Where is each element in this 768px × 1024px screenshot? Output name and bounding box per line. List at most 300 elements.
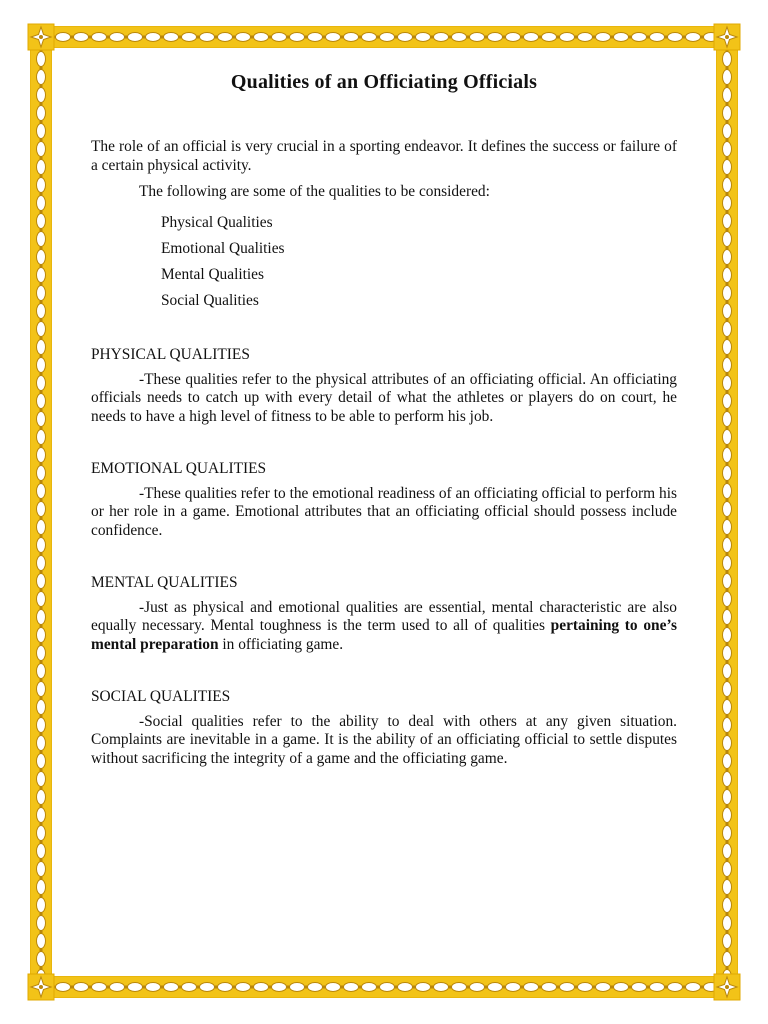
border-bead bbox=[725, 876, 728, 879]
border-bead bbox=[574, 985, 577, 988]
border-link bbox=[164, 983, 179, 992]
border-bead bbox=[39, 876, 42, 879]
border-link bbox=[524, 33, 539, 42]
border-link bbox=[308, 983, 323, 992]
section-body bbox=[91, 599, 677, 655]
border-bead bbox=[39, 318, 42, 321]
border-bead bbox=[39, 660, 42, 663]
border-link bbox=[56, 983, 71, 992]
border-link bbox=[723, 394, 732, 409]
border-link bbox=[723, 808, 732, 823]
border-link bbox=[723, 160, 732, 175]
border-bead bbox=[725, 660, 728, 663]
border-link bbox=[326, 983, 341, 992]
border-bead bbox=[39, 912, 42, 915]
border-bead bbox=[725, 912, 728, 915]
lead-in-sentence: The following are some of the qualities to be considered: bbox=[139, 183, 490, 200]
border-link bbox=[37, 430, 46, 445]
border-link bbox=[200, 983, 215, 992]
border-link bbox=[723, 952, 732, 967]
border-link bbox=[37, 412, 46, 427]
border-bead bbox=[39, 966, 42, 969]
border-bead bbox=[725, 696, 728, 699]
border-link bbox=[37, 844, 46, 859]
border-link bbox=[723, 268, 732, 283]
border-link bbox=[326, 33, 341, 42]
border-link bbox=[524, 983, 539, 992]
border-bead bbox=[39, 696, 42, 699]
border-link bbox=[452, 983, 467, 992]
border-link bbox=[92, 33, 107, 42]
border-link bbox=[37, 322, 46, 337]
border-bead bbox=[592, 35, 595, 38]
border-link bbox=[416, 983, 431, 992]
border-link bbox=[146, 983, 161, 992]
border-bead bbox=[725, 858, 728, 861]
border-bead bbox=[286, 985, 289, 988]
border-bead bbox=[725, 498, 728, 501]
border-bead bbox=[196, 985, 199, 988]
border-bead bbox=[39, 102, 42, 105]
border-link bbox=[344, 983, 359, 992]
border-bead bbox=[286, 35, 289, 38]
border-link bbox=[723, 538, 732, 553]
border-link bbox=[723, 502, 732, 517]
border-bead bbox=[214, 35, 217, 38]
border-link bbox=[723, 574, 732, 589]
border-bead bbox=[39, 282, 42, 285]
border-bead bbox=[39, 516, 42, 519]
border-link bbox=[37, 790, 46, 805]
border-bead bbox=[520, 985, 523, 988]
border-link bbox=[56, 33, 71, 42]
border-bead bbox=[646, 35, 649, 38]
border-link bbox=[434, 983, 449, 992]
border-bead bbox=[725, 642, 728, 645]
border-link bbox=[37, 610, 46, 625]
border-link bbox=[488, 983, 503, 992]
corner-ornament-icon bbox=[27, 23, 55, 51]
border-link bbox=[128, 983, 143, 992]
border-bead bbox=[39, 264, 42, 267]
border-bead bbox=[725, 210, 728, 213]
border-link bbox=[723, 844, 732, 859]
border-bead bbox=[725, 462, 728, 465]
border-link bbox=[723, 592, 732, 607]
border-link bbox=[723, 934, 732, 949]
border-link bbox=[37, 556, 46, 571]
sections-container bbox=[91, 346, 677, 768]
border-link bbox=[37, 70, 46, 85]
border-bead bbox=[725, 336, 728, 339]
border-bead bbox=[725, 300, 728, 303]
border-bead bbox=[448, 35, 451, 38]
border-bead bbox=[725, 534, 728, 537]
border-bead bbox=[538, 985, 541, 988]
border-link bbox=[398, 33, 413, 42]
border-bead bbox=[556, 985, 559, 988]
border-bead bbox=[725, 354, 728, 357]
border-link bbox=[290, 33, 305, 42]
border-link bbox=[37, 574, 46, 589]
border-bead bbox=[39, 156, 42, 159]
border-bead bbox=[232, 35, 235, 38]
border-bead bbox=[39, 642, 42, 645]
border-link bbox=[723, 376, 732, 391]
section-body: -Social qualities refer to the ability to deal with others at any given situation. Complaints are inevitable in a game. It is the ability of an officiating official to settle disputes without sacrificing the integrity of a game and the officiating game. bbox=[91, 712, 677, 767]
border-bead bbox=[412, 35, 415, 38]
border-bead bbox=[725, 624, 728, 627]
border-link bbox=[254, 983, 269, 992]
border-link bbox=[37, 826, 46, 841]
border-link bbox=[182, 33, 197, 42]
border-link bbox=[37, 88, 46, 103]
border-link bbox=[723, 232, 732, 247]
border-link bbox=[37, 916, 46, 931]
border-bead bbox=[556, 35, 559, 38]
border-bead bbox=[160, 35, 163, 38]
border-bead bbox=[39, 228, 42, 231]
border-link bbox=[200, 33, 215, 42]
border-link bbox=[37, 448, 46, 463]
border-link bbox=[37, 880, 46, 895]
border-link bbox=[37, 592, 46, 607]
section-body: -These qualities refer to the emotional readiness of an officiating official to perform his or her role in a game. Emotional attributes that an officiating official should possess include confidence. bbox=[91, 484, 677, 539]
border-bead bbox=[39, 120, 42, 123]
border-bead bbox=[39, 408, 42, 411]
border-link bbox=[110, 983, 125, 992]
border-bead bbox=[484, 35, 487, 38]
border-link bbox=[723, 70, 732, 85]
border-bead bbox=[178, 985, 181, 988]
border-bead bbox=[412, 985, 415, 988]
body-text: in officiating game. bbox=[218, 635, 344, 653]
border-bead bbox=[39, 606, 42, 609]
border-bead bbox=[39, 822, 42, 825]
border-bead bbox=[376, 985, 379, 988]
border-link bbox=[37, 484, 46, 499]
border-link bbox=[37, 394, 46, 409]
border-link bbox=[723, 358, 732, 373]
section-heading: SOCIAL QUALITIES bbox=[91, 688, 231, 705]
page-title: Qualities of an Officiating Officials bbox=[230, 71, 538, 93]
border-link bbox=[560, 983, 575, 992]
border-link bbox=[723, 448, 732, 463]
border-bead bbox=[574, 35, 577, 38]
border-link bbox=[614, 33, 629, 42]
border-link bbox=[723, 664, 732, 679]
border-link bbox=[506, 983, 521, 992]
border-link bbox=[398, 983, 413, 992]
border-link bbox=[37, 466, 46, 481]
border-link bbox=[632, 983, 647, 992]
border-bead bbox=[39, 336, 42, 339]
border-bead bbox=[39, 354, 42, 357]
border-bead bbox=[39, 462, 42, 465]
border-bead bbox=[725, 408, 728, 411]
border-bead bbox=[142, 35, 145, 38]
border-bead bbox=[39, 480, 42, 483]
border-bead bbox=[39, 804, 42, 807]
border-link bbox=[723, 412, 732, 427]
border-link bbox=[723, 790, 732, 805]
border-link bbox=[37, 898, 46, 913]
border-bead bbox=[610, 985, 613, 988]
border-bead bbox=[376, 35, 379, 38]
border-bead bbox=[39, 138, 42, 141]
border-link bbox=[723, 304, 732, 319]
border-link bbox=[723, 484, 732, 499]
border-link bbox=[37, 196, 46, 211]
border-bead bbox=[39, 444, 42, 447]
border-bead bbox=[725, 84, 728, 87]
border-bead bbox=[725, 282, 728, 285]
border-bead bbox=[725, 966, 728, 969]
border-link bbox=[37, 340, 46, 355]
border-link bbox=[650, 983, 665, 992]
border-link bbox=[146, 33, 161, 42]
border-link bbox=[668, 33, 683, 42]
border-link bbox=[380, 33, 395, 42]
border-bead bbox=[700, 985, 703, 988]
border-link bbox=[596, 983, 611, 992]
border-link bbox=[723, 646, 732, 661]
border-bead bbox=[725, 66, 728, 69]
border-link bbox=[37, 502, 46, 517]
border-bead bbox=[304, 35, 307, 38]
border-link bbox=[74, 33, 89, 42]
border-bead bbox=[358, 985, 361, 988]
border-bead bbox=[39, 714, 42, 717]
corner-ornament-icon bbox=[27, 973, 55, 1001]
border-link bbox=[164, 33, 179, 42]
border-bead bbox=[39, 732, 42, 735]
border-link bbox=[272, 983, 287, 992]
border-bead bbox=[124, 985, 127, 988]
border-link bbox=[723, 610, 732, 625]
border-bead bbox=[430, 35, 433, 38]
border-link bbox=[37, 142, 46, 157]
border-link bbox=[650, 33, 665, 42]
border-link bbox=[37, 304, 46, 319]
border-link bbox=[218, 33, 233, 42]
border-bead bbox=[358, 35, 361, 38]
list-item: Mental Qualities bbox=[161, 265, 265, 283]
border-bead bbox=[592, 985, 595, 988]
border-link bbox=[723, 862, 732, 877]
border-bead bbox=[340, 985, 343, 988]
border-bead bbox=[70, 985, 73, 988]
border-bead bbox=[628, 985, 631, 988]
border-link bbox=[37, 664, 46, 679]
section-heading: EMOTIONAL QUALITIES bbox=[91, 460, 267, 477]
border-link bbox=[37, 124, 46, 139]
border-link bbox=[37, 358, 46, 373]
section-body: -These qualities refer to the physical attributes of an officiating official. An officiating officials needs to catch up with every detail of what the athletes or players do on court, he needs to have a high level of fitness to be able to perform his job. bbox=[91, 370, 677, 425]
border-bead bbox=[39, 66, 42, 69]
border-bead bbox=[725, 732, 728, 735]
border-bead bbox=[39, 840, 42, 843]
border-link bbox=[416, 33, 431, 42]
border-bead bbox=[725, 804, 728, 807]
border-link bbox=[380, 983, 395, 992]
section-social bbox=[91, 688, 677, 768]
border-link bbox=[723, 250, 732, 265]
border-link bbox=[290, 983, 305, 992]
border-link bbox=[723, 178, 732, 193]
decorative-border-top bbox=[30, 26, 738, 48]
border-bead bbox=[106, 985, 109, 988]
border-bead bbox=[484, 985, 487, 988]
border-bead bbox=[725, 516, 728, 519]
border-bead bbox=[39, 246, 42, 249]
border-link bbox=[236, 33, 251, 42]
border-bead bbox=[394, 985, 397, 988]
border-bead bbox=[268, 35, 271, 38]
bold-phrase: pertaining to one’s mental preparation bbox=[91, 617, 677, 653]
border-link bbox=[686, 33, 701, 42]
border-link bbox=[723, 430, 732, 445]
border-bead bbox=[725, 156, 728, 159]
border-link bbox=[74, 983, 89, 992]
corner-ornament-icon bbox=[713, 973, 741, 1001]
border-bead bbox=[725, 588, 728, 591]
border-link bbox=[37, 700, 46, 715]
border-link bbox=[37, 862, 46, 877]
border-link bbox=[470, 33, 485, 42]
border-bead bbox=[664, 985, 667, 988]
border-link bbox=[452, 33, 467, 42]
border-bead bbox=[725, 678, 728, 681]
document-body bbox=[91, 68, 677, 768]
border-link bbox=[37, 772, 46, 787]
section-physical bbox=[91, 346, 677, 426]
border-link bbox=[723, 898, 732, 913]
border-bead bbox=[725, 948, 728, 951]
border-link bbox=[668, 983, 683, 992]
section-emotional bbox=[91, 460, 677, 540]
border-bead bbox=[725, 192, 728, 195]
border-bead bbox=[39, 678, 42, 681]
border-bead bbox=[39, 786, 42, 789]
border-bead bbox=[725, 228, 728, 231]
list-item: Physical Qualities bbox=[161, 213, 273, 231]
border-bead bbox=[39, 588, 42, 591]
border-link bbox=[578, 983, 593, 992]
border-link bbox=[723, 754, 732, 769]
border-link bbox=[723, 466, 732, 481]
border-link bbox=[182, 983, 197, 992]
border-bead bbox=[725, 318, 728, 321]
border-link bbox=[470, 983, 485, 992]
border-bead bbox=[725, 750, 728, 753]
border-bead bbox=[725, 606, 728, 609]
section-heading: PHYSICAL QUALITIES bbox=[91, 346, 250, 363]
border-bead bbox=[646, 985, 649, 988]
border-bead bbox=[725, 138, 728, 141]
border-link bbox=[723, 88, 732, 103]
border-bead bbox=[725, 444, 728, 447]
border-link bbox=[110, 33, 125, 42]
border-link bbox=[614, 983, 629, 992]
border-bead bbox=[250, 985, 253, 988]
border-bead bbox=[725, 570, 728, 573]
border-bead bbox=[725, 264, 728, 267]
border-bead bbox=[88, 985, 91, 988]
border-link bbox=[488, 33, 503, 42]
border-link bbox=[723, 916, 732, 931]
border-link bbox=[218, 983, 233, 992]
border-bead bbox=[700, 35, 703, 38]
body-text: -Just as physical and emotional qualities are essential, mental characteristic are also equally necessary. Mental toughness is the term used to all of qualities bbox=[91, 598, 677, 634]
border-link bbox=[723, 142, 732, 157]
border-link bbox=[37, 934, 46, 949]
border-bead bbox=[304, 985, 307, 988]
border-bead bbox=[232, 985, 235, 988]
border-link bbox=[723, 286, 732, 301]
border-bead bbox=[538, 35, 541, 38]
border-bead bbox=[725, 822, 728, 825]
border-link bbox=[37, 52, 46, 67]
border-link bbox=[37, 214, 46, 229]
border-link bbox=[37, 718, 46, 733]
border-bead bbox=[466, 35, 469, 38]
border-bead bbox=[88, 35, 91, 38]
border-bead bbox=[725, 840, 728, 843]
border-bead bbox=[106, 35, 109, 38]
border-bead bbox=[725, 174, 728, 177]
border-bead bbox=[322, 35, 325, 38]
corner-ornament-icon bbox=[713, 23, 741, 51]
intro-paragraph: The role of an official is very crucial in a sporting endeavor. It defines the success or failure of a certain physical activity. bbox=[91, 138, 677, 174]
border-bead bbox=[394, 35, 397, 38]
border-bead bbox=[39, 426, 42, 429]
border-link bbox=[723, 682, 732, 697]
border-link bbox=[723, 196, 732, 211]
border-bead bbox=[628, 35, 631, 38]
border-bead bbox=[725, 768, 728, 771]
border-link bbox=[723, 736, 732, 751]
border-bead bbox=[39, 624, 42, 627]
border-bead bbox=[725, 246, 728, 249]
border-bead bbox=[39, 570, 42, 573]
border-bead bbox=[39, 390, 42, 393]
border-bead bbox=[725, 120, 728, 123]
border-bead bbox=[39, 750, 42, 753]
border-bead bbox=[124, 35, 127, 38]
border-link bbox=[723, 628, 732, 643]
border-bead bbox=[39, 948, 42, 951]
border-link bbox=[723, 880, 732, 895]
border-bead bbox=[682, 985, 685, 988]
border-bead bbox=[70, 35, 73, 38]
border-bead bbox=[610, 35, 613, 38]
border-bead bbox=[502, 985, 505, 988]
border-bead bbox=[39, 768, 42, 771]
border-link bbox=[37, 808, 46, 823]
section-mental bbox=[91, 574, 677, 654]
border-bead bbox=[448, 985, 451, 988]
border-link bbox=[362, 33, 377, 42]
border-bead bbox=[725, 930, 728, 933]
border-bead bbox=[39, 192, 42, 195]
border-bead bbox=[160, 985, 163, 988]
border-link bbox=[723, 772, 732, 787]
decorative-border-bottom bbox=[30, 976, 738, 998]
border-link bbox=[37, 538, 46, 553]
border-link bbox=[37, 250, 46, 265]
border-bead bbox=[178, 35, 181, 38]
